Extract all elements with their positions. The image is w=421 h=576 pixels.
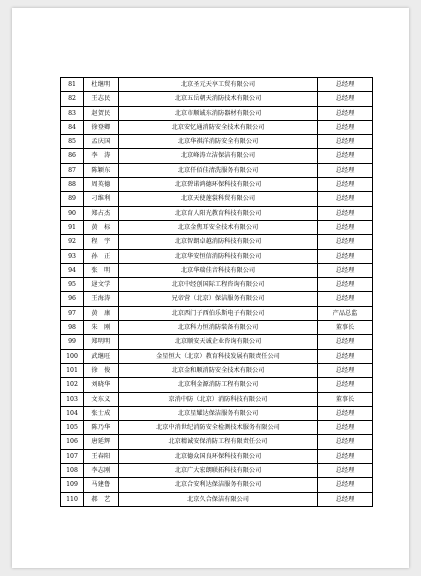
company-name: 北京峰涛立洁保洁有限公司 (119, 149, 318, 163)
table-row (61, 378, 373, 392)
company-name: 北京育人阳光教育科技有限公司 (119, 206, 318, 220)
company-name: 北京仟佰佳清洗服务有限公司 (119, 163, 318, 177)
table-row (61, 263, 373, 277)
company-name: 北京金和顺消防安全技术有限公司 (119, 363, 318, 377)
job-title: 总经理 (318, 163, 373, 177)
company-name: 北京安忆通消防安全技术有限公司 (119, 120, 318, 134)
company-name: 北京德众国良环保科技有限公司 (119, 449, 318, 463)
table-row (61, 135, 373, 149)
company-name: 北京华瑞佳音科技有限公司 (119, 263, 318, 277)
person-name: 唐延辉 (84, 435, 119, 449)
row-number: 100 (61, 349, 84, 363)
person-name: 逯文学 (84, 278, 119, 292)
row-number: 110 (61, 492, 84, 506)
job-title: 总经理 (318, 92, 373, 106)
company-name: 北京合安利达保洁服务有限公司 (119, 478, 318, 492)
row-number: 83 (61, 106, 84, 120)
table-row (61, 321, 373, 335)
company-name: 北京精诚安保消防工程有限责任公司 (119, 435, 318, 449)
person-name: 郑明明 (84, 335, 119, 349)
table-row (61, 363, 373, 377)
person-name: 杜继明 (84, 78, 119, 92)
job-title: 总经理 (318, 120, 373, 134)
table-row (61, 220, 373, 234)
row-number: 81 (61, 78, 84, 92)
person-name: 徐 俊 (84, 363, 119, 377)
row-number: 108 (61, 464, 84, 478)
person-name: 郑占杰 (84, 206, 119, 220)
company-name: 北京星耀达保洁服务有限公司 (119, 406, 318, 420)
row-number: 85 (61, 135, 84, 149)
company-name: 北京西门子西伯乐斯电子有限公司 (119, 306, 318, 320)
person-name: 王志民 (84, 92, 119, 106)
job-title: 总经理 (318, 263, 373, 277)
row-number: 103 (61, 392, 84, 406)
company-name: 北京中消世纪消防安全检测技术服务有限公司 (119, 421, 318, 435)
job-title: 总经理 (318, 421, 373, 435)
person-name: 武继旺 (84, 349, 119, 363)
person-name: 刘晓华 (84, 378, 119, 392)
company-name: 兄帝营（北京）保洁服务有限公司 (119, 292, 318, 306)
job-title: 总经理 (318, 363, 373, 377)
person-name: 黄 标 (84, 220, 119, 234)
person-name: 陈乃华 (84, 421, 119, 435)
table-row (61, 292, 373, 306)
row-number: 105 (61, 421, 84, 435)
row-number: 97 (61, 306, 84, 320)
company-name: 金星恒大（北京）教育科技发展有限责任公司 (119, 349, 318, 363)
table-row (61, 435, 373, 449)
person-name: 陈颖东 (84, 163, 119, 177)
row-number: 84 (61, 120, 84, 134)
company-name: 北京智朗卓越消防科技有限公司 (119, 235, 318, 249)
company-name: 北京华祺洋消防安全有限公司 (119, 135, 318, 149)
company-name: 北京圣元天享工贸有限公司 (119, 78, 318, 92)
job-title: 总经理 (318, 78, 373, 92)
table-row (61, 192, 373, 206)
row-number: 93 (61, 249, 84, 263)
row-number: 102 (61, 378, 84, 392)
person-name: 张 明 (84, 263, 119, 277)
job-title: 总经理 (318, 292, 373, 306)
person-name: 张士成 (84, 406, 119, 420)
table-row (61, 163, 373, 177)
job-title: 总经理 (318, 106, 373, 120)
job-title: 董事长 (318, 321, 373, 335)
company-name: 北京中经创国际工程咨询有限公司 (119, 278, 318, 292)
company-name: 京消中防（北京）消防科技有限公司 (119, 392, 318, 406)
person-name: 赵贺民 (84, 106, 119, 120)
table-row (61, 306, 373, 320)
person-name: 李 涛 (84, 149, 119, 163)
row-number: 109 (61, 478, 84, 492)
table-row (61, 235, 373, 249)
table-row (61, 78, 373, 92)
member-table-body (61, 78, 373, 507)
company-name: 北京金焦耳安全技术有限公司 (119, 220, 318, 234)
job-title: 总经理 (318, 178, 373, 192)
row-number: 86 (61, 149, 84, 163)
table-row (61, 421, 373, 435)
person-name: 孟庆国 (84, 135, 119, 149)
job-title: 总经理 (318, 349, 373, 363)
table-row (61, 406, 373, 420)
person-name: 文东义 (84, 392, 119, 406)
job-title: 总经理 (318, 192, 373, 206)
company-name: 北京五岳朝天消防技术有限公司 (119, 92, 318, 106)
person-name: 郝 艺 (84, 492, 119, 506)
job-title: 总经理 (318, 435, 373, 449)
document-page (12, 8, 409, 568)
table-row (61, 478, 373, 492)
job-title: 总经理 (318, 220, 373, 234)
person-name: 李志刚 (84, 464, 119, 478)
person-name: 周英德 (84, 178, 119, 192)
table-row (61, 349, 373, 363)
job-title: 总经理 (318, 278, 373, 292)
table-row (61, 278, 373, 292)
row-number: 82 (61, 92, 84, 106)
row-number: 107 (61, 449, 84, 463)
job-title: 总经理 (318, 235, 373, 249)
company-name: 北京久合保洁有限公司 (119, 492, 318, 506)
row-number: 106 (61, 435, 84, 449)
person-name: 刁维利 (84, 192, 119, 206)
table-row (61, 178, 373, 192)
person-name: 徐登卿 (84, 120, 119, 134)
company-name: 北京科力恒消防装备有限公司 (119, 321, 318, 335)
job-title: 董事长 (318, 392, 373, 406)
table-row (61, 92, 373, 106)
company-name: 北京华安恒信消防科技有限公司 (119, 249, 318, 263)
company-name: 北京顺安天诚企业咨询有限公司 (119, 335, 318, 349)
row-number: 89 (61, 192, 84, 206)
job-title: 产品总监 (318, 306, 373, 320)
person-name: 朱 刚 (84, 321, 119, 335)
company-name: 北京市顺诚东消防器材有限公司 (119, 106, 318, 120)
table-row (61, 464, 373, 478)
job-title: 总经理 (318, 478, 373, 492)
person-name: 马建鲁 (84, 478, 119, 492)
job-title: 总经理 (318, 335, 373, 349)
person-name: 黄 康 (84, 306, 119, 320)
company-name: 北京利金源消防工程有限公司 (119, 378, 318, 392)
table-row (61, 106, 373, 120)
table-row (61, 335, 373, 349)
company-name: 北京碧诺鸿德环保科技有限公司 (119, 178, 318, 192)
person-name: 王海涛 (84, 292, 119, 306)
table-row (61, 449, 373, 463)
row-number: 88 (61, 178, 84, 192)
person-name: 程 宇 (84, 235, 119, 249)
table-row (61, 392, 373, 406)
row-number: 95 (61, 278, 84, 292)
job-title: 总经理 (318, 464, 373, 478)
table-row (61, 149, 373, 163)
row-number: 99 (61, 335, 84, 349)
table-row (61, 206, 373, 220)
job-title: 总经理 (318, 249, 373, 263)
company-name: 北京天使莲裳科贸有限公司 (119, 192, 318, 206)
table-row (61, 492, 373, 506)
row-number: 104 (61, 406, 84, 420)
job-title: 总经理 (318, 135, 373, 149)
row-number: 98 (61, 321, 84, 335)
table-row (61, 120, 373, 134)
company-name: 北京广大宏朗联拓科技有限公司 (119, 464, 318, 478)
job-title: 总经理 (318, 149, 373, 163)
job-title: 总经理 (318, 492, 373, 506)
row-number: 92 (61, 235, 84, 249)
table-row (61, 249, 373, 263)
job-title: 总经理 (318, 406, 373, 420)
row-number: 96 (61, 292, 84, 306)
row-number: 87 (61, 163, 84, 177)
row-number: 91 (61, 220, 84, 234)
row-number: 101 (61, 363, 84, 377)
person-name: 孙 正 (84, 249, 119, 263)
member-table (60, 77, 373, 507)
job-title: 总经理 (318, 378, 373, 392)
job-title: 总经理 (318, 206, 373, 220)
row-number: 90 (61, 206, 84, 220)
row-number: 94 (61, 263, 84, 277)
person-name: 王春阳 (84, 449, 119, 463)
job-title: 总经理 (318, 449, 373, 463)
